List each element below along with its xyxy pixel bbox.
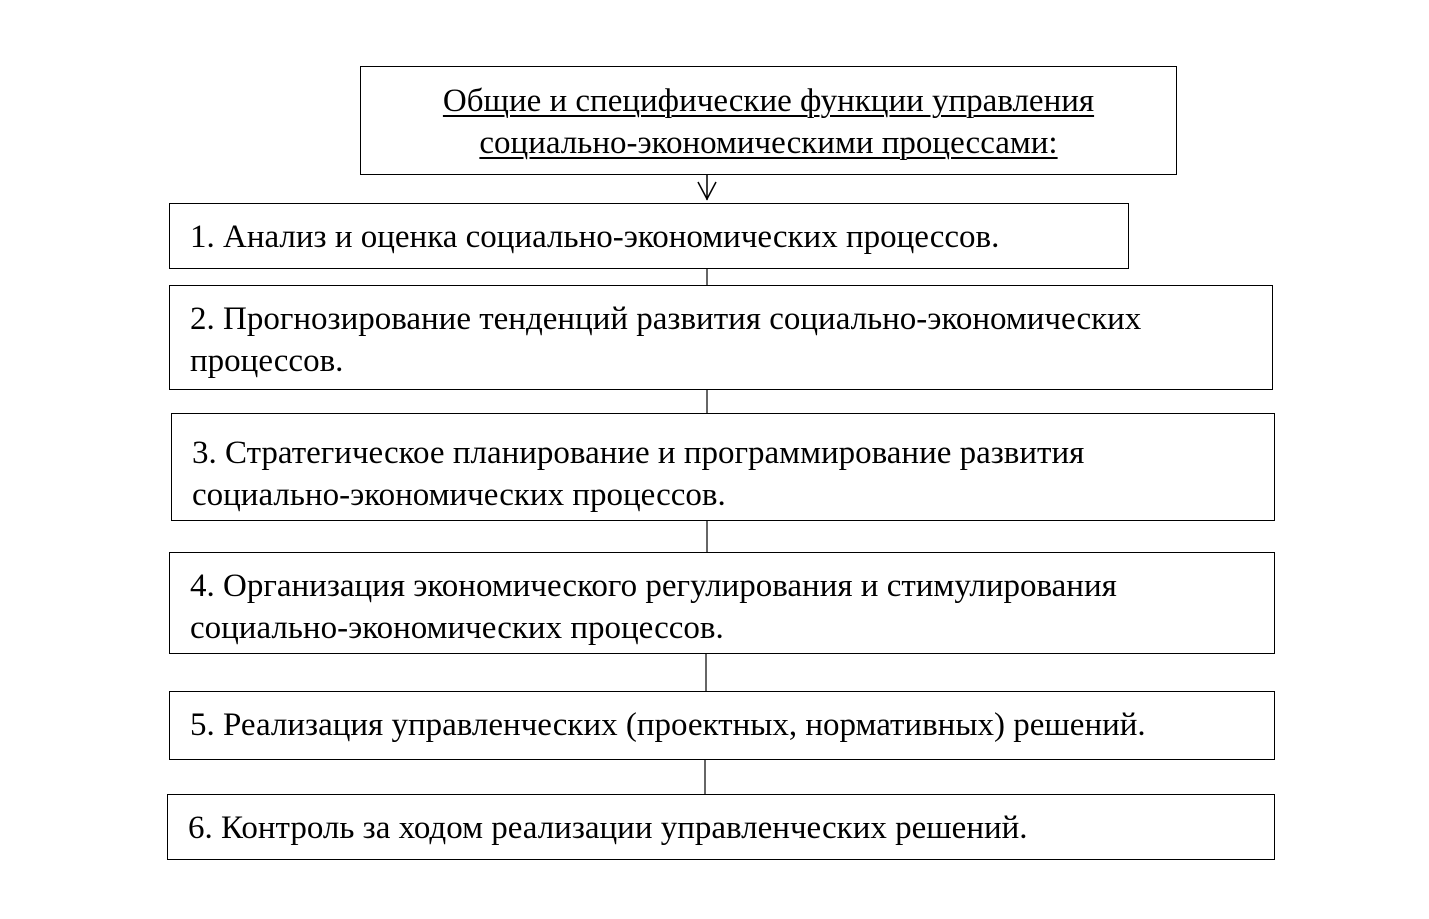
step-text-6: 6. Контроль за ходом реализации управленческих решений. [188, 810, 1028, 846]
diagram-title-line-2: социально-экономическими процессами: [479, 125, 1058, 161]
arrow-head-icon [698, 182, 716, 199]
step-text-4: 4. Организация экономического регулирования и стимулирования социально-экономических процессов. [190, 568, 1117, 646]
step-box-1 [169, 203, 1129, 269]
step-box-5 [169, 691, 1275, 760]
step-box-4 [169, 552, 1275, 654]
diagram-title-line-1: Общие и специфические функции управления [442, 83, 1095, 119]
step-text-5: 5. Реализация управленческих (проектных, нормативных) решений. [190, 707, 1146, 743]
step-box-6 [167, 794, 1275, 860]
step-text-3: 3. Стратегическое планирование и программирование развития социально-экономических процессов. [192, 435, 1085, 513]
step-box-3 [171, 413, 1275, 521]
step-text-2: 2. Прогнозирование тенденций развития социально-экономических процессов. [190, 301, 1142, 379]
step-text-1: 1. Анализ и оценка социально-экономических процессов. [190, 219, 1000, 255]
step-box-2 [169, 285, 1273, 390]
diagram-title-box [360, 66, 1177, 175]
